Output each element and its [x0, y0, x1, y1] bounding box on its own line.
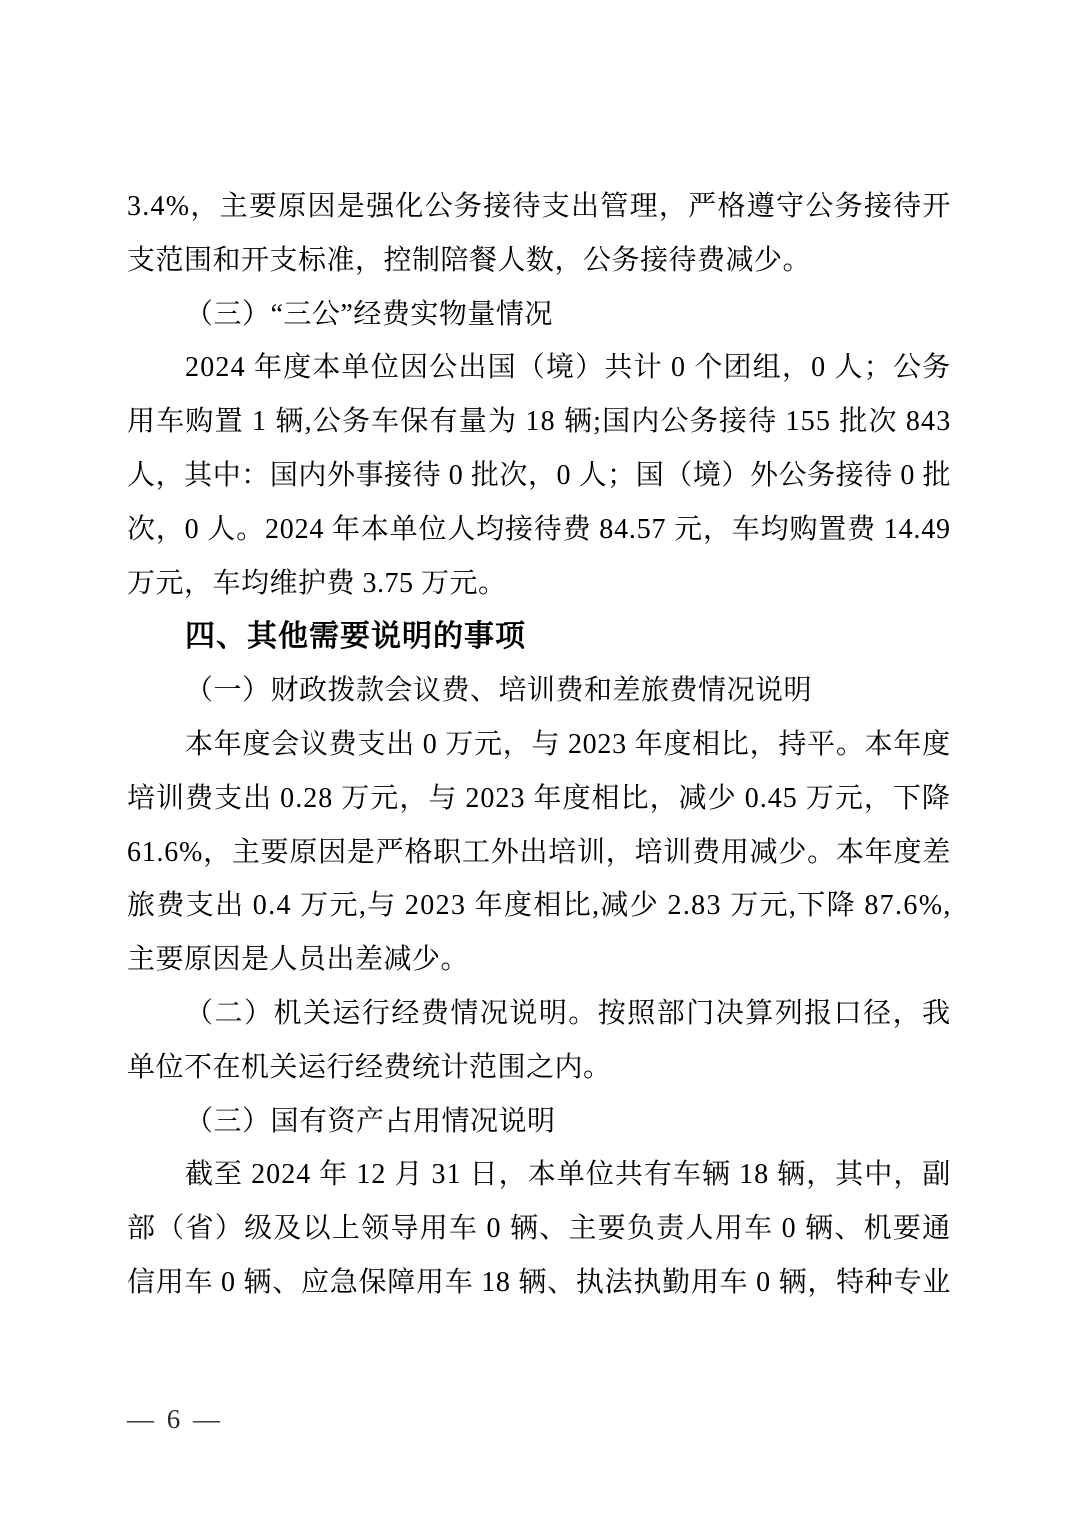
- text-line: 人 ， 其 中 ： 国 内 外 事 接 待 0 批 次 ， 0 人 ； 国 （ 境 ） 外 公 务 接 待 0 批: [127, 459, 951, 491]
- text-content: [127, 180, 951, 1310]
- text-line: 本 年 度 会 议 费 支 出 0 万 元 ， 与 2 0 2 3 年 度 相 比 ， 持 平 。 本 年 度: [185, 728, 951, 760]
- text-line: （一）财政拨款会议费、培训费和差旅费情况说明: [185, 675, 813, 707]
- text-line: 培 训 费 支 出 0 . 2 8 万 元 ， 与 2 0 2 3 年 度 相 比 ， 减 少 0 . 4 5 万 元 ， 下 降: [127, 782, 951, 814]
- text-line: 信 用 车 0 辆 、 应 急 保 障 用 车 1 8 辆 、 执 法 执 勤 用 车 0 辆 ， 特 种 专 业: [127, 1266, 951, 1298]
- text-line: 2 0 2 4 年 度 本 单 位 因 公 出 国 （ 境 ） 共 计 0 个 团 组 ， 0 人 ； 公 务: [185, 352, 951, 384]
- page-number: — 6 —: [127, 1404, 223, 1434]
- text-line: 主要原因是人员出差减少。: [127, 944, 470, 976]
- text-line: 截 至 2 0 2 4 年 1 2 月 3 1 日 ， 本 单 位 共 有 车 辆 1 8 辆 ， 其 中 ， 副: [185, 1159, 951, 1191]
- text-line: 用 车 购 置 1 辆 , 公 务 车 保 有 量 为 1 8 辆 ; 国 内 公 务 接 待 1 5 5 批 次 8 4 3: [127, 406, 951, 438]
- text-line: （ 二 ） 机 关 运 行 经 费 情 况 说 明 。 按 照 部 门 决 算 列 报 口 径 ， 我: [185, 997, 951, 1029]
- text-line: 部 （ 省 ） 级 及 以 上 领 导 用 车 0 辆 、 主 要 负 责 人 用 车 0 辆 、 机 要 通: [127, 1213, 951, 1245]
- text-line: 单位不在机关运行经费统计范围之内。: [127, 1051, 612, 1083]
- text-line: 3 . 4 % ， 主 要 原 因 是 强 化 公 务 接 待 支 出 管 理 ， 严 格 遵 守 公 务 接 待 开: [127, 191, 951, 222]
- text-line: 四、其他需要说明的事项: [185, 620, 526, 654]
- text-line: 6 1 . 6 % ， 主 要 原 因 是 严 格 职 工 外 出 培 训 ， 培 训 费 用 减 少 。 本 年 度 差: [127, 836, 951, 868]
- text-line: 旅 费 支 出 0 . 4 万 元 , 与 2 0 2 3 年 度 相 比 , 减 少 2 . 8 3 万 元 , 下 降 8 7 . 6 % ,: [127, 890, 951, 922]
- text-line: （三）“三公”经费实物量情况: [185, 298, 553, 330]
- text-line: 万元，车均维护费 3.75 万元。: [127, 567, 507, 599]
- text-line: （三）国有资产占用情况说明: [185, 1105, 556, 1137]
- text-line: 次 ， 0 人 。 2 0 2 4 年 本 单 位 人 均 接 待 费 8 4 . 5 7 元 ， 车 均 购 置 费 1 4 . 4 9: [127, 513, 951, 545]
- text-line: 支范围和开支标准，控制陪餐人数，公务接待费减少。: [127, 244, 812, 276]
